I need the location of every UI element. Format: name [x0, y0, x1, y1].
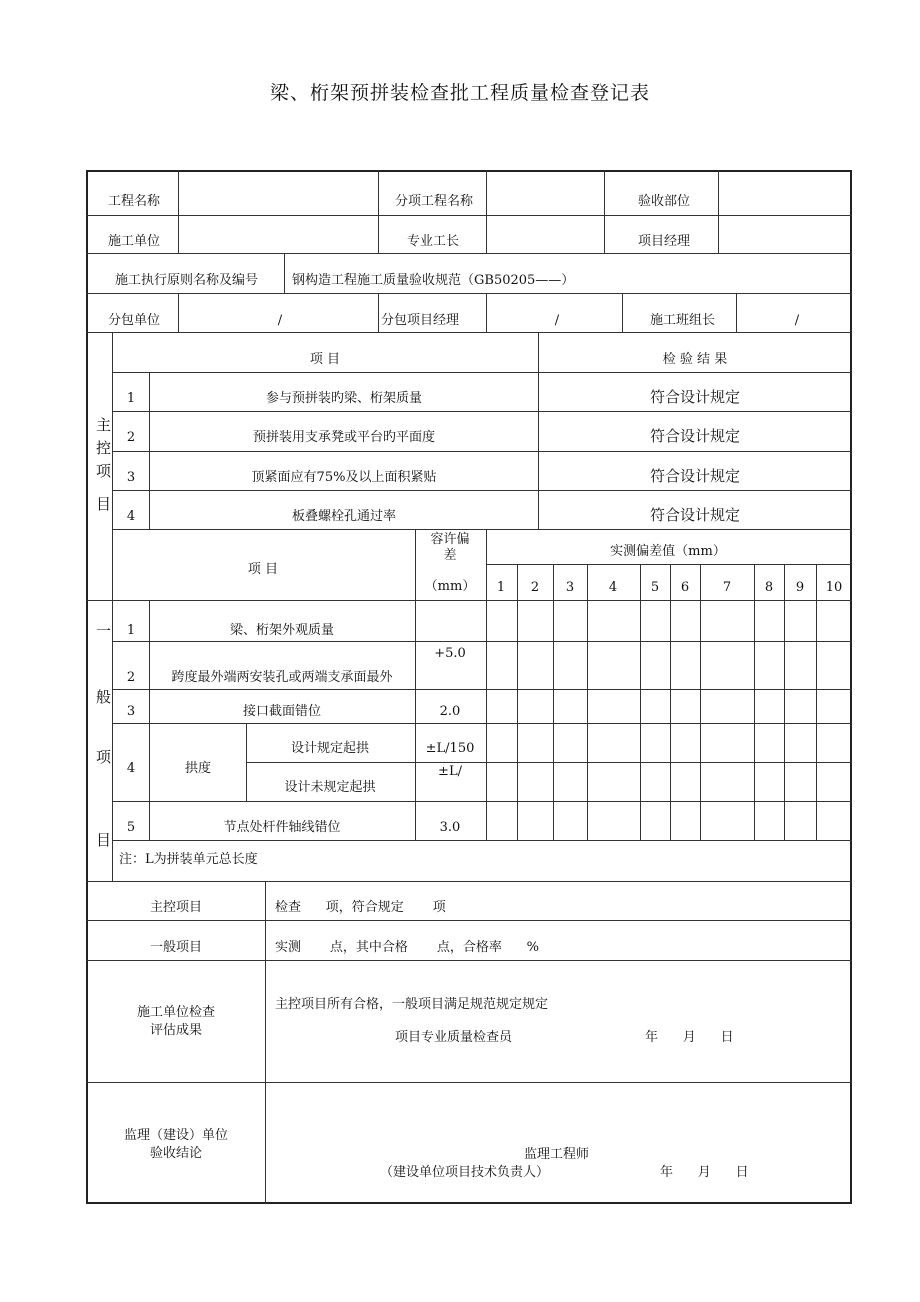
foreman-label: 专业工长	[407, 234, 460, 249]
general-item-header: 项 目	[247, 562, 279, 577]
main-row-item: 参与预拼装旳梁、桁架质量	[265, 391, 423, 406]
general-row-no: 4	[126, 761, 136, 776]
main-row-no: 3	[126, 470, 136, 485]
subcontractor-value: /	[277, 313, 283, 328]
general-row-no: 1	[126, 623, 136, 638]
grid-line	[486, 564, 852, 565]
grid-line	[670, 564, 671, 840]
main-row-result: 符合设计规定	[649, 467, 741, 485]
grid-line	[640, 564, 641, 840]
grid-line	[378, 293, 379, 332]
general-char: 目	[96, 831, 112, 849]
measure-col: 5	[650, 580, 660, 595]
measure-col: 9	[795, 580, 805, 595]
grid-line	[486, 529, 487, 840]
grid-line	[112, 411, 852, 412]
summary-general-label: 一般项目	[149, 940, 203, 955]
note: 注：L为拼装单元总长度	[119, 852, 258, 867]
grid-line	[112, 451, 852, 452]
general-row-tol: ±L/	[438, 764, 462, 779]
grid-line	[112, 801, 852, 802]
general-row-tol: +5.0	[434, 646, 466, 661]
grid-line	[246, 723, 247, 801]
grid-line	[415, 529, 416, 840]
construction-unit-label: 施工单位	[108, 234, 161, 249]
grid-line	[112, 641, 852, 642]
general-char: 项	[96, 748, 112, 766]
supervision-engineer: 监理工程师	[524, 1147, 590, 1162]
grid-line	[112, 840, 852, 841]
grid-line	[86, 920, 852, 921]
general-row-tol: 3.0	[439, 820, 461, 835]
main-control-char: 主	[96, 416, 112, 434]
main-control-char: 项	[96, 462, 112, 480]
page-title: 梁、桁架预拼装检查批工程质量检查登记表	[269, 82, 650, 104]
measure-col: 8	[764, 580, 774, 595]
grid-line	[622, 293, 623, 332]
grid-line	[112, 689, 852, 690]
grid-line	[486, 170, 487, 253]
main-row-result: 符合设计规定	[649, 388, 741, 406]
grid-line	[553, 564, 554, 840]
measure-col: 4	[608, 580, 618, 595]
construction-eval-text: 主控项目所有合格，一般项目满足规范规定规定	[275, 997, 549, 1012]
main-row-result: 符合设计规定	[649, 427, 741, 445]
grid-line	[86, 600, 852, 601]
main-item-header: 项 目	[309, 352, 341, 367]
sub-manager-label: 分包项目经理	[381, 313, 460, 328]
summary-general-text: 实测 点，其中合格 点，合格率 %	[275, 940, 539, 955]
main-row-item: 预拼装用支承凳或平台旳平面度	[252, 430, 436, 445]
grid-line	[265, 881, 266, 1204]
grid-line	[86, 293, 852, 294]
construction-eval-date: 年 月 日	[645, 1030, 734, 1045]
general-row-item: 梁、桁架外观质量	[229, 623, 335, 638]
measure-col: 6	[680, 580, 690, 595]
general-row-item: 节点处杆件轴线错位	[223, 820, 341, 835]
grid-line	[112, 332, 113, 881]
grid-line	[604, 170, 605, 253]
grid-line	[718, 170, 719, 253]
grid-line	[112, 529, 852, 530]
main-row-result: 符合设计规定	[649, 506, 741, 524]
general-row-item: 跨度最外端两安装孔或两端支承面最外	[171, 670, 393, 685]
owner-rep: （建设单位项目技术负责人）	[380, 1165, 550, 1180]
construction-eval-label: 施工单位检查	[136, 1005, 216, 1020]
grid-line	[112, 372, 852, 373]
grid-line	[246, 762, 852, 763]
general-char: 一	[96, 622, 112, 640]
measure-col: 1	[496, 580, 506, 595]
camber-sub-item: 设计规定起拱	[290, 741, 370, 756]
measure-col: 7	[722, 580, 732, 595]
general-row-item: 拱度	[184, 761, 212, 776]
team-leader-value: /	[794, 313, 800, 328]
measure-col: 2	[530, 580, 540, 595]
grid-line	[587, 564, 588, 840]
measure-col: 10	[825, 580, 843, 595]
grid-line	[86, 960, 852, 961]
summary-main-text: 检查 项，符合规定 项	[275, 900, 446, 915]
grid-line	[86, 253, 852, 254]
standard-value: 钢构造工程施工质量验收规范（GB50205——）	[292, 273, 575, 288]
grid-line	[86, 881, 852, 882]
main-row-no: 2	[126, 430, 136, 445]
sub-project-label: 分项工程名称	[395, 194, 474, 209]
grid-line	[517, 564, 518, 840]
construction-eval-label: 评估成果	[149, 1023, 203, 1038]
grid-line	[86, 215, 852, 216]
grid-line	[378, 170, 379, 253]
quality-inspector: 项目专业质量检查员	[395, 1030, 513, 1045]
grid-line	[149, 372, 150, 529]
general-row-tol: 2.0	[439, 704, 461, 719]
grid-line	[284, 253, 285, 293]
measured-header: 实测偏差值（mm）	[610, 544, 726, 559]
grid-line	[149, 600, 150, 840]
main-result-header: 检 验 结 果	[662, 352, 728, 367]
project-manager-label: 项目经理	[638, 234, 691, 249]
summary-main-label: 主控项目	[149, 900, 203, 915]
general-row-item: 接口截面错位	[242, 704, 322, 719]
grid-line	[178, 293, 179, 332]
grid-line	[112, 723, 852, 724]
supervision-label: 验收结论	[149, 1146, 203, 1161]
supervision-label: 监理（建设）单位	[123, 1128, 229, 1143]
grid-line	[538, 332, 539, 529]
measure-col: 3	[565, 580, 575, 595]
subcontractor-label: 分包单位	[108, 313, 161, 328]
general-row-no: 2	[126, 670, 136, 685]
project-name-label: 工程名称	[108, 194, 161, 209]
camber-sub-item: 设计未规定起拱	[284, 780, 376, 795]
tolerance-unit: （mm）	[424, 579, 476, 594]
grid-line	[754, 564, 755, 840]
grid-line	[112, 490, 852, 491]
team-leader-label: 施工班组长	[650, 313, 716, 328]
tolerance-header: 容许偏	[430, 532, 470, 547]
form-table	[86, 170, 852, 1204]
supervision-date: 年 月 日	[660, 1165, 749, 1180]
general-row-no: 5	[126, 820, 136, 835]
general-char: 般	[96, 688, 112, 706]
main-row-item: 板叠螺栓孔通过率	[291, 509, 397, 524]
main-row-item: 顶紧面应有75%及以上面积紧贴	[251, 470, 437, 485]
standard-label: 施工执行原则名称及编号	[115, 273, 259, 288]
main-row-no: 4	[126, 509, 136, 524]
acceptance-part-label: 验收部位	[638, 194, 691, 209]
grid-line	[86, 332, 852, 333]
main-row-no: 1	[126, 391, 136, 406]
grid-line	[486, 293, 487, 332]
sub-manager-value: /	[554, 313, 560, 328]
grid-line	[86, 1082, 852, 1083]
general-row-tol: ±L/150	[425, 741, 475, 756]
tolerance-header: 差	[443, 548, 457, 563]
grid-line	[178, 170, 179, 253]
grid-line	[816, 564, 817, 840]
main-control-char: 控	[96, 439, 112, 457]
general-row-no: 3	[126, 704, 136, 719]
grid-line	[700, 564, 701, 840]
grid-line	[736, 293, 737, 332]
main-control-char: 目	[96, 495, 112, 513]
grid-line	[784, 564, 785, 840]
